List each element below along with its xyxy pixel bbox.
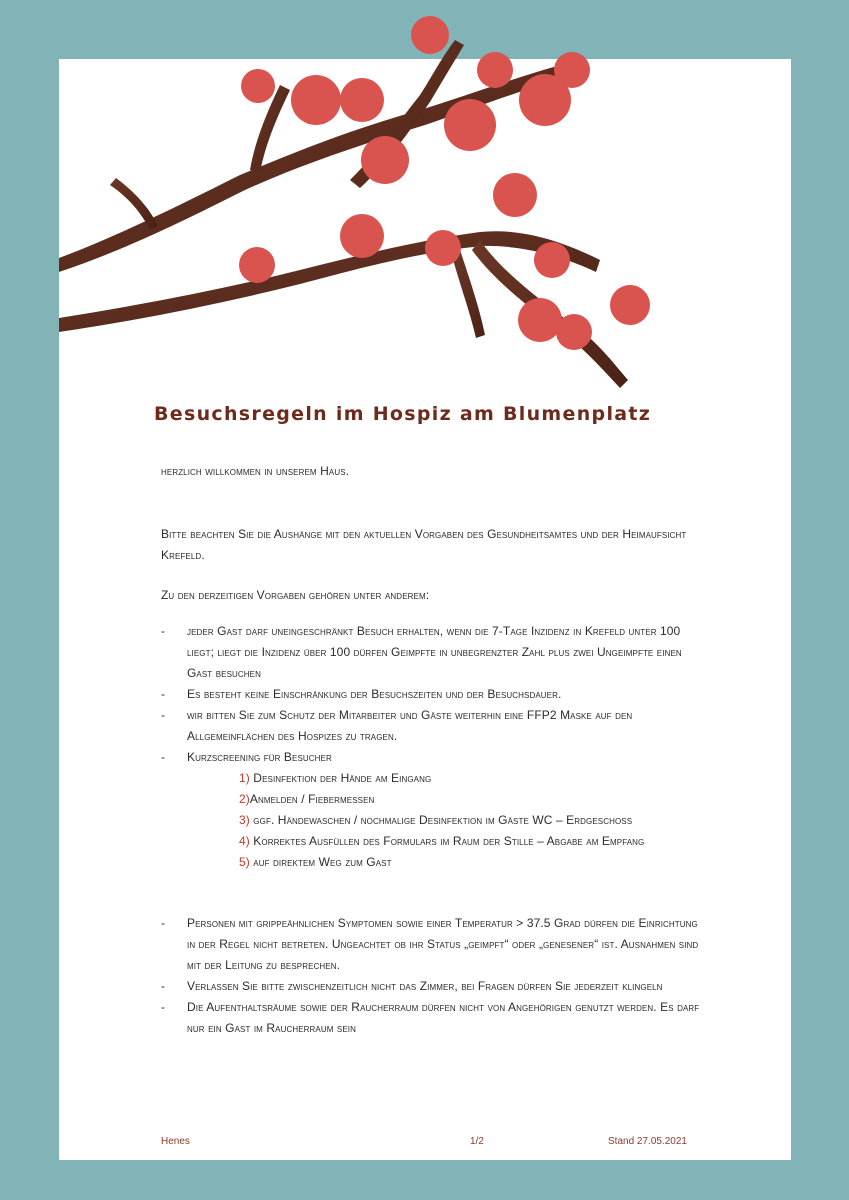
footer-page-number: 1/2 — [470, 1136, 484, 1147]
bullet: - — [161, 708, 166, 722]
bullet: - — [161, 1000, 166, 1014]
step-number: 1) — [239, 771, 250, 785]
step-number: 3) — [239, 813, 250, 827]
bullet: - — [161, 916, 166, 930]
list-item — [161, 684, 701, 705]
step-number: 2) — [239, 792, 250, 806]
rule-text: Kurzscreening für Besucher — [187, 750, 332, 764]
step-text: Desinfektion der Hände am Eingang — [249, 771, 432, 785]
list-item — [161, 705, 701, 747]
screening-step — [161, 789, 701, 810]
bullet: - — [161, 979, 166, 993]
rule-text: Es besteht keine Einschränkung der Besuchszeiten und der Besuchsdauer. — [187, 687, 562, 701]
list-item — [161, 976, 701, 997]
rule-text: Verlassen Sie bitte zwischenzeitlich nicht das Zimmer, bei Fragen dürfen Sie jederzeit klingeln — [187, 979, 663, 993]
rule-text: wir bitten Sie zum Schutz der Mitarbeiter und Gäste weiterhin eine FFP2 Maske auf den Allgemeinflächen des Hospizes zu tragen. — [187, 708, 633, 743]
step-text: Anmelden / Fiebermessen — [249, 792, 375, 806]
footer-author: Henes — [161, 1136, 190, 1147]
screening-step — [161, 810, 701, 831]
intro-paragraph: Bitte beachten Sie die Aushänge mit den aktuellen Vorgaben des Gesundheitsamtes und der Heimaufsicht Krefeld. — [161, 527, 687, 562]
bullet: - — [161, 624, 166, 638]
cherry-blossom-branch-illustration — [0, 0, 849, 400]
list-item — [161, 747, 701, 768]
list-item — [161, 913, 701, 976]
step-number: 5) — [239, 855, 250, 869]
list-item — [161, 997, 701, 1039]
page-title: Besuchsregeln im Hospiz am Blumenplatz — [154, 403, 652, 425]
rule-text: jeder Gast darf uneingeschränkt Besuch erhalten, wenn die 7-Tage Inzidenz in Krefeld unter 100 liegt; liegt die Inzidenz über 100 dürfen Geimpfte in unbegrenzter Zahl plus zwei Ungeimpfte einen Gast besuchen — [187, 624, 682, 680]
welcome-text: herzlich willkommen in unserem Haus. — [161, 464, 350, 478]
rules-list-continued — [161, 913, 701, 1039]
bullet: - — [161, 687, 166, 701]
step-text: auf direktem Weg zum Gast — [249, 855, 392, 869]
footer-date: Stand 27.05.2021 — [608, 1136, 687, 1147]
screening-step — [161, 831, 701, 852]
rule-text: Personen mit grippeähnlichen Symptomen sowie einer Temperatur > 37.5 Grad dürfen die Einrichtung in der Regel nicht betreten. Ungeachtet ob ihr Status „geimpft“ oder „genesener“ ist. Ausnahmen sind mit der Leitung zu besprechen. — [187, 916, 699, 972]
screening-step — [161, 852, 701, 873]
rules-intro: Zu den derzeitigen Vorgaben gehören unter anderem: — [161, 588, 430, 602]
rules-list — [161, 621, 701, 873]
screening-step — [161, 768, 701, 789]
rule-text: Die Aufenthaltsräume sowie der Raucherraum dürfen nicht von Angehörigen genutzt werden. Es darf nur ein Gast im Raucherraum sein — [187, 1000, 700, 1035]
bullet: - — [161, 750, 166, 764]
step-text: ggf. Händewaschen / nochmalige Desinfektion im Gäste WC – Erdgeschoss — [249, 813, 633, 827]
step-number: 4) — [239, 834, 250, 848]
step-text: Korrektes Ausfüllen des Formulars im Raum der Stille – Abgabe am Empfang — [249, 834, 645, 848]
list-item — [161, 621, 701, 684]
